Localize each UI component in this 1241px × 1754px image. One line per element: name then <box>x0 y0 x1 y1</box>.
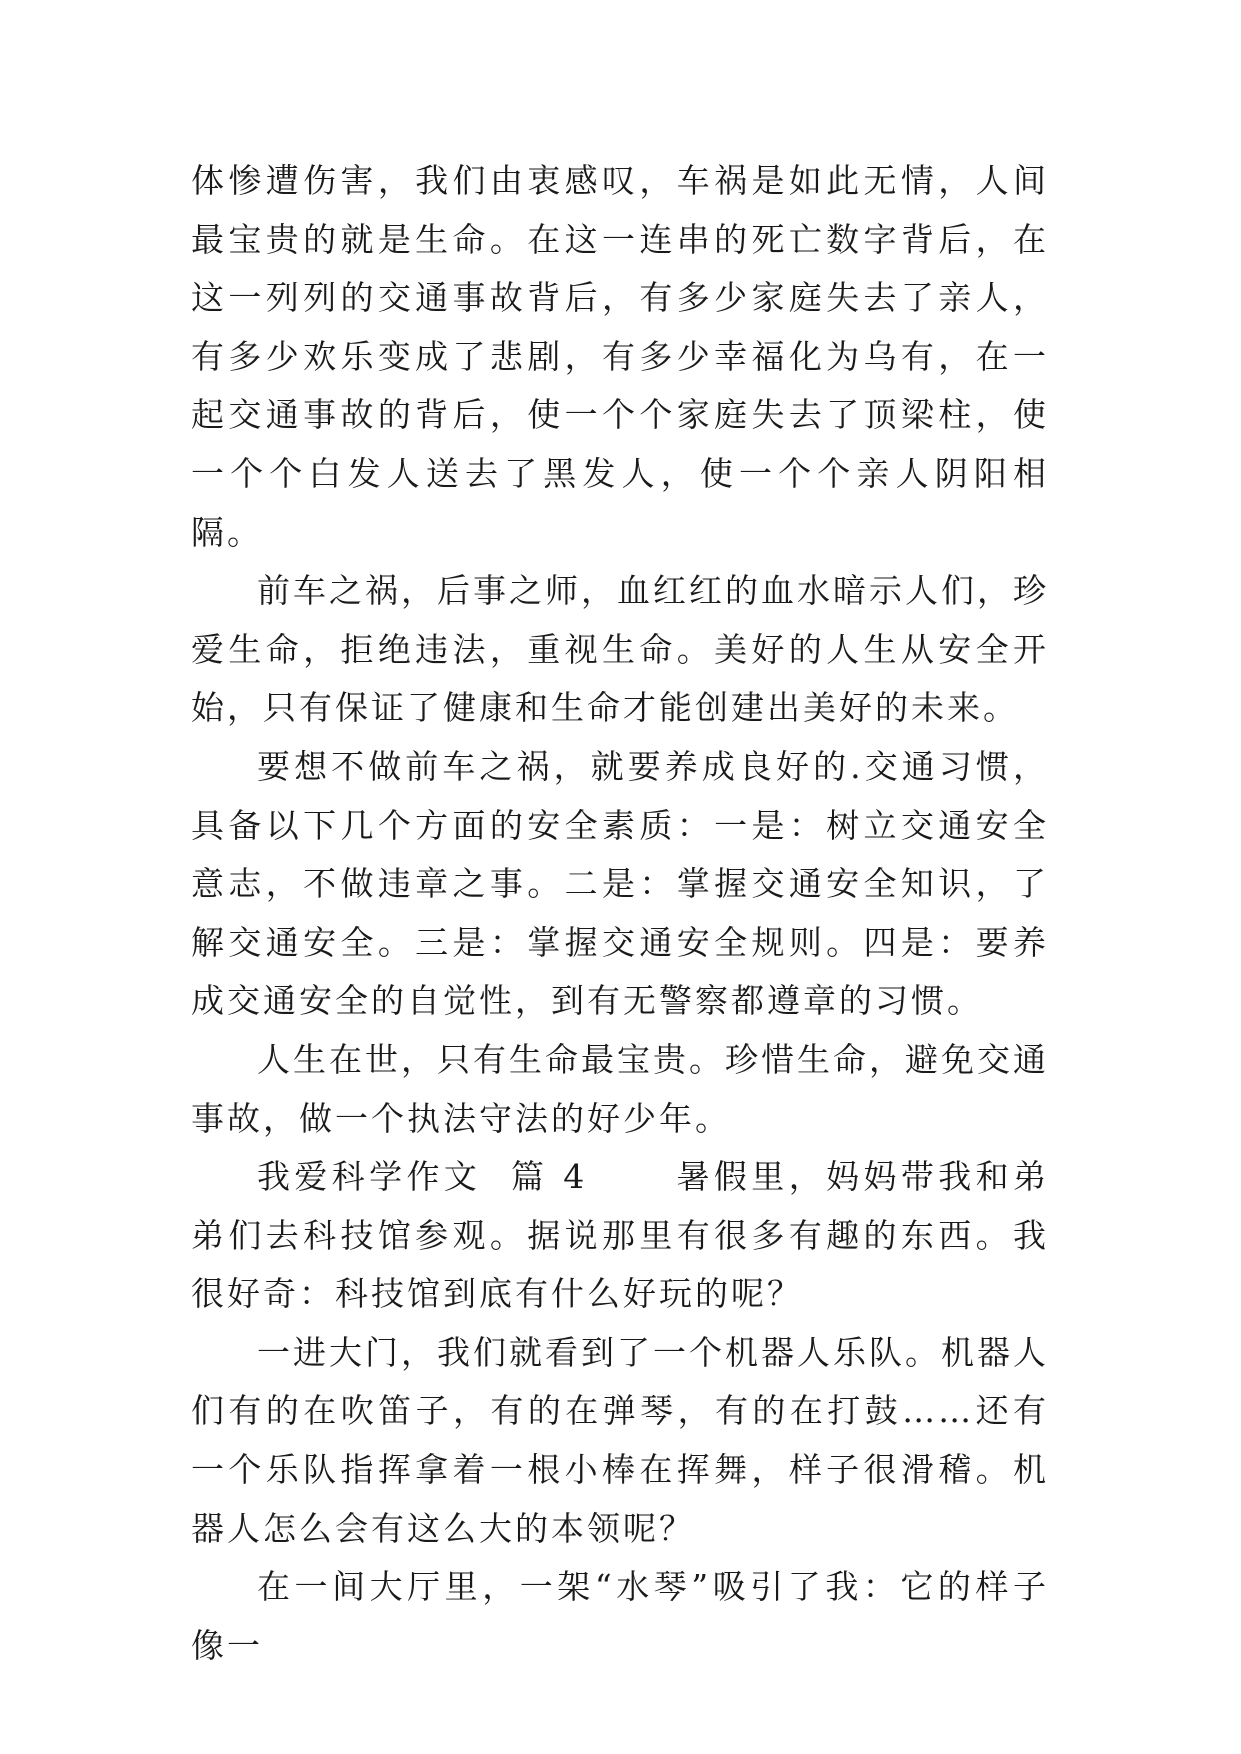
paragraph-5: 我爱科学作文 篇 4 暑假里，妈妈带我和弟弟们去科技馆参观。据说那里有很多有趣的东西。我很好奇：科技馆到底有什么好玩的呢？ <box>191 1157 1049 1314</box>
document-body <box>191 152 1049 1675</box>
paragraph-2: 前车之祸，后事之师，血红红的血水暗示人们，珍爱生命，拒绝违法，重视生命。美好的人生从安全开始，只有保证了健康和生命才能创建出美好的未来。 <box>191 571 1049 728</box>
paragraph-1: 体惨遭伤害，我们由衷感叹，车祸是如此无情，人间最宝贵的就是生命。在这一连串的死亡数字背后，在这一列列的交通事故背后，有多少家庭失去了亲人，有多少欢乐变成了悲剧，有多少幸福化为乌有，在一起交通事故的背后，使一个个家庭失去了顶梁柱，使一个个白发人送去了黑发人，使一个个亲人阴阳相隔。 <box>191 161 1049 552</box>
paragraph-4: 人生在世，只有生命最宝贵。珍惜生命，避免交通事故，做一个执法守法的好少年。 <box>191 1039 1049 1138</box>
paragraph-3: 要想不做前车之祸，就要养成良好的.交通习惯，具备以下几个方面的安全素质：一是：树立交通安全意志，不做违章之事。二是：掌握交通安全知识，了解交通安全。三是：掌握交通安全规则。四是：要养成交通安全的自觉性，到有无警察都遵章的习惯。 <box>191 746 1049 1021</box>
paragraph-7: 在一间大厅里，一架“水琴”吸引了我：它的样子像一 <box>191 1567 1049 1665</box>
paragraph-6: 一进大门，我们就看到了一个机器人乐队。机器人们有的在吹笛子，有的在弹琴，有的在打鼓……还有一个乐队指挥拿着一根小棒在挥舞，样子很滑稽。机器人怎么会有这么大的本领呢？ <box>191 1332 1049 1548</box>
